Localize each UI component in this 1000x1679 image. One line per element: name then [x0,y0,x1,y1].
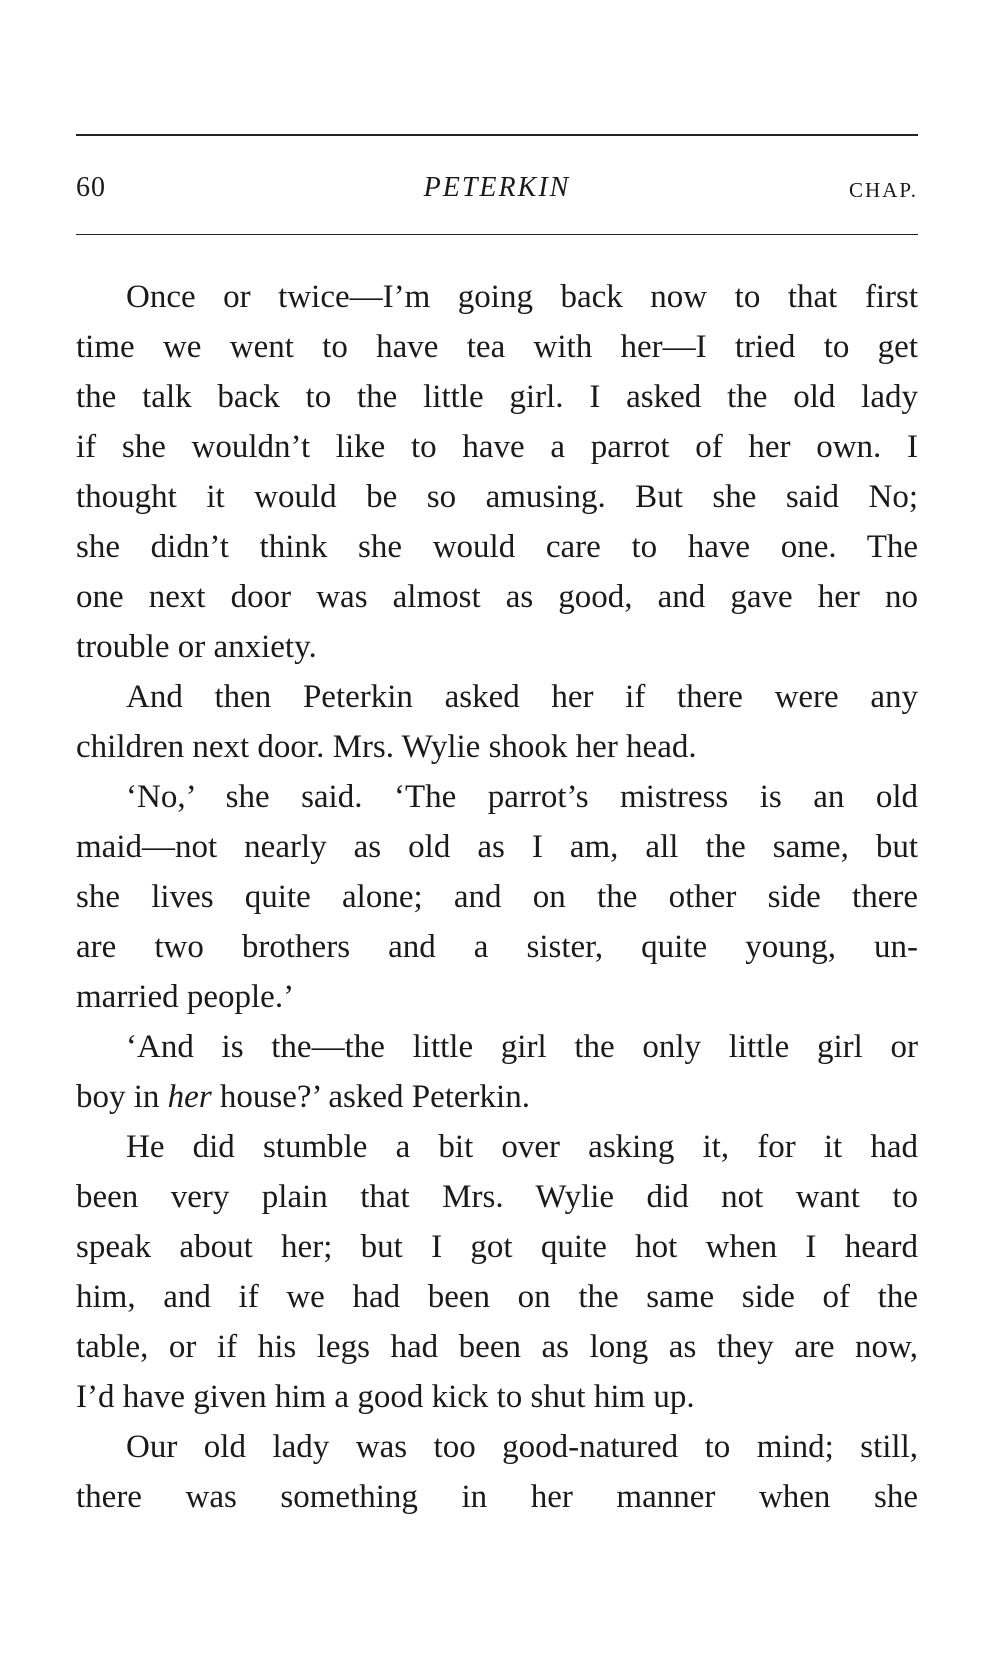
text-line: time we went to have tea with her—I tried to get [76,329,918,365]
text-line: He did stumble a bit over asking it, for it had [126,1129,918,1165]
text-line: she lives quite alone; and on the other side there [76,879,918,915]
text-line: married people.’ [76,979,295,1015]
paragraph-6 [76,1422,918,1522]
text-line: Our old lady was too good-natured to mind; still, [126,1429,918,1465]
paragraph-3 [76,772,918,1022]
running-title: PETERKIN [423,172,571,203]
paragraph-5 [76,1122,918,1422]
text-line: thought it would be so amusing. But she said No; [76,479,918,515]
text-line: there was something in her manner when she [76,1479,918,1515]
italic-word: her [167,1079,212,1115]
page-number: 60 [76,172,106,203]
chapter-label: CHAP. [849,178,918,202]
body-text [76,272,918,1522]
text-line: ‘And is the—the little girl the only little girl or [126,1029,918,1065]
text-line: him, and if we had been on the same side of the [76,1279,918,1315]
paragraph-4 [76,1022,918,1122]
text-line: children next door. Mrs. Wylie shook her head. [76,729,697,765]
text-line: And then Peterkin asked her if there were any [126,679,918,715]
text-fragment: boy in [76,1079,168,1115]
text-line: Once or twice—I’m going back now to that first [126,279,918,315]
header-top-rule [76,134,918,136]
text-line: trouble or anxiety. [76,629,317,665]
text-line-with-italic [76,1072,918,1122]
text-line: been very plain that Mrs. Wylie did not want to [76,1179,918,1215]
header-bottom-rule [76,234,918,235]
text-line: speak about her; but I got quite hot when I heard [76,1229,918,1265]
text-line: maid—not nearly as old as I am, all the same, but [76,829,918,865]
text-line: are two brothers and a sister, quite young, un- [76,929,918,965]
paragraph-2 [76,672,918,772]
text-fragment: house?’ asked Peterkin. [211,1079,530,1115]
text-line: I’d have given him a good kick to shut him up. [76,1379,695,1415]
text-line: ‘No,’ she said. ‘The parrot’s mistress is an old [126,779,918,815]
text-line: if she wouldn’t like to have a parrot of her own. I [76,429,918,465]
text-line: table, or if his legs had been as long as they are now, [76,1329,918,1365]
text-line: one next door was almost as good, and gave her no [76,579,918,615]
paragraph-1 [76,272,918,672]
text-line: she didn’t think she would care to have one. The [76,529,918,565]
text-line: the talk back to the little girl. I asked the old lady [76,379,918,415]
running-head [76,168,918,208]
